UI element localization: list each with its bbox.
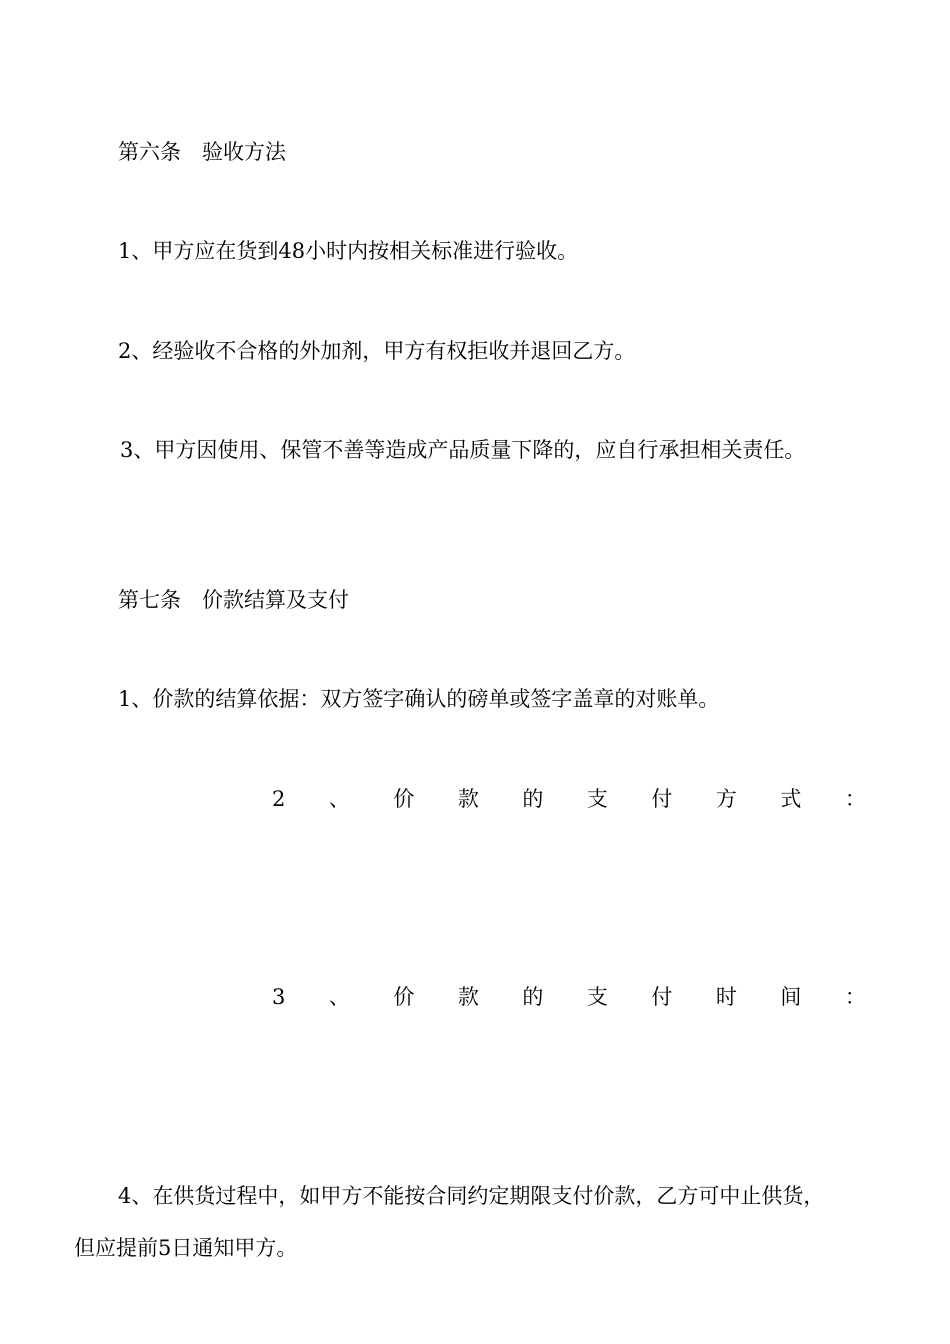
item3-char: ：: [844, 985, 866, 1009]
section7-item-3: [272, 982, 866, 1012]
item2-char: 支: [586, 787, 608, 811]
item3-char: 3: [272, 985, 286, 1009]
item2-char: 2: [272, 787, 286, 811]
item2-char: 的: [522, 787, 544, 811]
item2-char: 式: [780, 787, 802, 811]
section6-item-3: 3、甲方因使用、保管不善等造成产品质量下降的，应自行承担相关责任。: [120, 438, 806, 462]
item3-char: 的: [522, 985, 544, 1009]
section7-item-4-line-1: 4、在供货过程中，如甲方不能按合同约定期限支付价款，乙方可中止供货，: [118, 1184, 825, 1208]
section7-item-2: [272, 784, 866, 814]
item2-char: 方: [715, 787, 737, 811]
item3-char: 时: [715, 985, 737, 1009]
section6-heading: 第六条 验收方法: [118, 140, 286, 164]
section7-item-4-line-2: 但应提前5日通知甲方。: [74, 1236, 298, 1260]
item2-char: 价: [393, 787, 415, 811]
item2-char: 、: [328, 787, 350, 811]
section6-item-2: 2、经验收不合格的外加剂，甲方有权拒收并退回乙方。: [118, 339, 636, 363]
item3-char: 款: [457, 985, 479, 1009]
item2-char: 付: [651, 787, 673, 811]
item3-char: 、: [328, 985, 350, 1009]
item2-char: 款: [457, 787, 479, 811]
item3-char: 付: [651, 985, 673, 1009]
item3-char: 间: [780, 985, 802, 1009]
item2-char: ：: [844, 787, 866, 811]
item3-char: 支: [586, 985, 608, 1009]
item3-char: 价: [393, 985, 415, 1009]
section7-heading: 第七条 价款结算及支付: [118, 588, 349, 612]
section6-item-1: 1、甲方应在货到48小时内按相关标准进行验收。: [118, 239, 579, 263]
section7-item-1: 1、价款的结算依据：双方签字确认的磅单或签字盖章的对账单。: [118, 687, 720, 711]
